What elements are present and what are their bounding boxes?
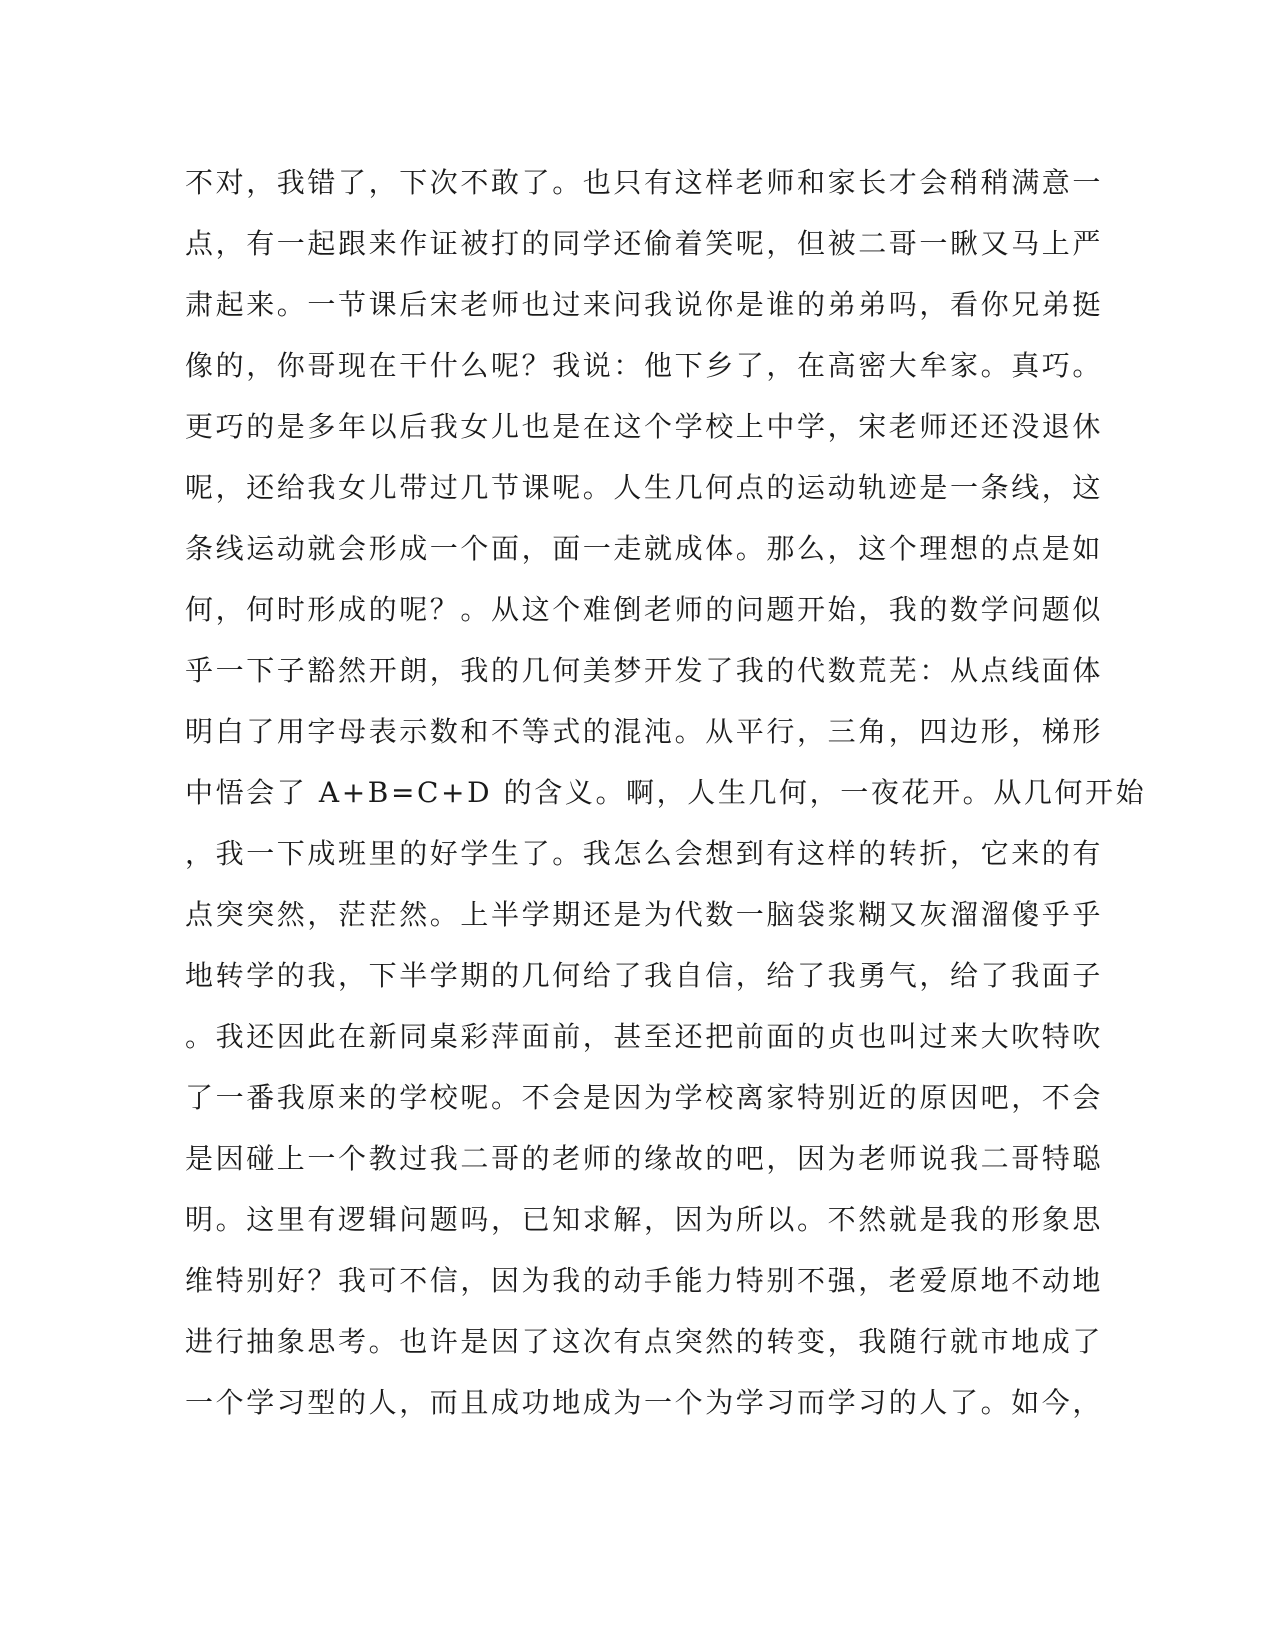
text-line: 是因碰上一个教过我二哥的老师的缘故的吧，因为老师说我二哥特聪	[185, 1142, 1104, 1175]
text-line: 不对，我错了，下次不敢了。也只有这样老师和家长才会稍稍满意一	[185, 166, 1104, 199]
text-line: ，我一下成班里的好学生了。我怎么会想到有这样的转折，它来的有	[185, 837, 1104, 870]
text-line: 点突突然，茫茫然。上半学期还是为代数一脑袋浆糊又灰溜溜傻乎乎	[185, 898, 1104, 931]
text-line: 更巧的是多年以后我女儿也是在这个学校上中学，宋老师还还没退休	[185, 410, 1104, 443]
body-text	[185, 158, 1147, 1439]
text-line: 一个学习型的人，而且成功地成为一个为学习而学习的人了。如今，	[185, 1386, 1104, 1419]
text-line: 乎一下子豁然开朗，我的几何美梦开发了我的代数荒芜：从点线面体	[185, 654, 1104, 687]
text-line: 。我还因此在新同桌彩萍面前，甚至还把前面的贞也叫过来大吹特吹	[185, 1020, 1104, 1053]
text-line: 点，有一起跟来作证被打的同学还偷着笑呢，但被二哥一瞅又马上严	[185, 227, 1104, 260]
text-line: 维特别好？我可不信，因为我的动手能力特别不强，老爱原地不动地	[185, 1264, 1104, 1297]
text-line: 条线运动就会形成一个面，面一走就成体。那么，这个理想的点是如	[185, 532, 1104, 565]
text-line: 明白了用字母表示数和不等式的混沌。从平行，三角，四边形，梯形	[185, 715, 1104, 748]
text-line: 像的，你哥现在干什么呢？我说：他下乡了，在高密大牟家。真巧。	[185, 349, 1104, 382]
text-line: 明。这里有逻辑问题吗，已知求解，因为所以。不然就是我的形象思	[185, 1203, 1104, 1236]
text-line: 中悟会了 A+B=C+D 的含义。啊，人生几何，一夜花开。从几何开始	[185, 776, 1147, 809]
text-line: 肃起来。一节课后宋老师也过来问我说你是谁的弟弟吗，看你兄弟挺	[185, 288, 1104, 321]
text-line: 呢，还给我女儿带过几节课呢。人生几何点的运动轨迹是一条线，这	[185, 471, 1104, 504]
text-line: 了一番我原来的学校呢。不会是因为学校离家特别近的原因吧，不会	[185, 1081, 1104, 1114]
text-line: 何，何时形成的呢？。从这个难倒老师的问题开始，我的数学问题似	[185, 593, 1104, 626]
text-line: 进行抽象思考。也许是因了这次有点突然的转变，我随行就市地成了	[185, 1325, 1104, 1358]
text-line: 地转学的我，下半学期的几何给了我自信，给了我勇气，给了我面子	[185, 959, 1104, 992]
